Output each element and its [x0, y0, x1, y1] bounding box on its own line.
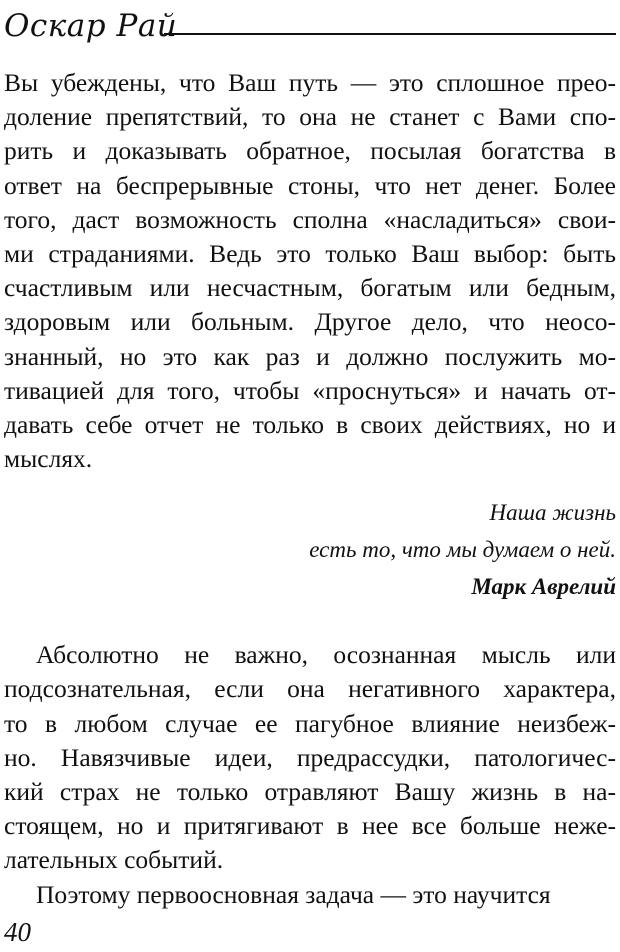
epigraph-author: Марк Аврелий	[471, 574, 616, 599]
text-line: Вы убеждены, что Ваш путь — это сплошное прео-	[4, 68, 616, 97]
text-line: доление препятствий, то она не станет с Вами спо-	[4, 102, 616, 132]
paragraph-3	[4, 878, 616, 912]
text-line: давать себе отчет не только в своих действиях, но и	[4, 409, 616, 439]
page-body	[4, 66, 616, 912]
header-rule	[164, 33, 616, 35]
header-author: Оскар Рай	[4, 8, 178, 44]
text-line: Абсолютно не важно, осознанная мысль или	[36, 640, 616, 670]
text-line: знанный, но это как раз и должно послужить мо-	[4, 341, 616, 371]
running-header	[4, 6, 616, 50]
epigraph-line-1: Наша жизнь	[489, 500, 616, 525]
page-number: 40	[4, 917, 31, 947]
text-line: ответ на беспрерывные стоны, что нет денег. Более	[4, 170, 616, 200]
text-line: подсознательная, если она негативного характера,	[4, 674, 616, 704]
text-line: тивацией для того, чтобы «проснуться» и начать от-	[4, 375, 616, 405]
text-line: того, даст возможность сполна «насладиться» свои-	[4, 204, 616, 234]
paragraph-1	[4, 66, 616, 476]
text-line: лательных событий.	[4, 845, 224, 875]
text-line: Поэтому первоосновная задача — это научится	[36, 879, 551, 909]
text-line: мыслях.	[4, 444, 93, 474]
text-line: то в любом случае ее пагубное влияние неизбеж-	[4, 708, 616, 738]
text-line: но. Навязчивые идеи, предрассудки, патологичес-	[4, 742, 616, 772]
paragraph-2	[4, 638, 616, 877]
text-line: рить и доказывать обратное, посылая богатства в	[4, 136, 616, 166]
text-line: стоящем, но и притягивают в нее все больше неже-	[4, 811, 616, 841]
text-line: здоровым или больным. Другое дело, что неосо-	[4, 307, 616, 337]
epigraph-line-2: есть то, что мы думаем о ней.	[309, 537, 616, 562]
epigraph	[196, 494, 616, 605]
text-line: счастливым или несчастным, богатым или бедным,	[4, 273, 616, 303]
text-line: ми страданиями. Ведь это только Ваш выбор: быть	[4, 238, 616, 268]
text-line: кий страх не только отравляют Вашу жизнь в на-	[4, 777, 616, 806]
